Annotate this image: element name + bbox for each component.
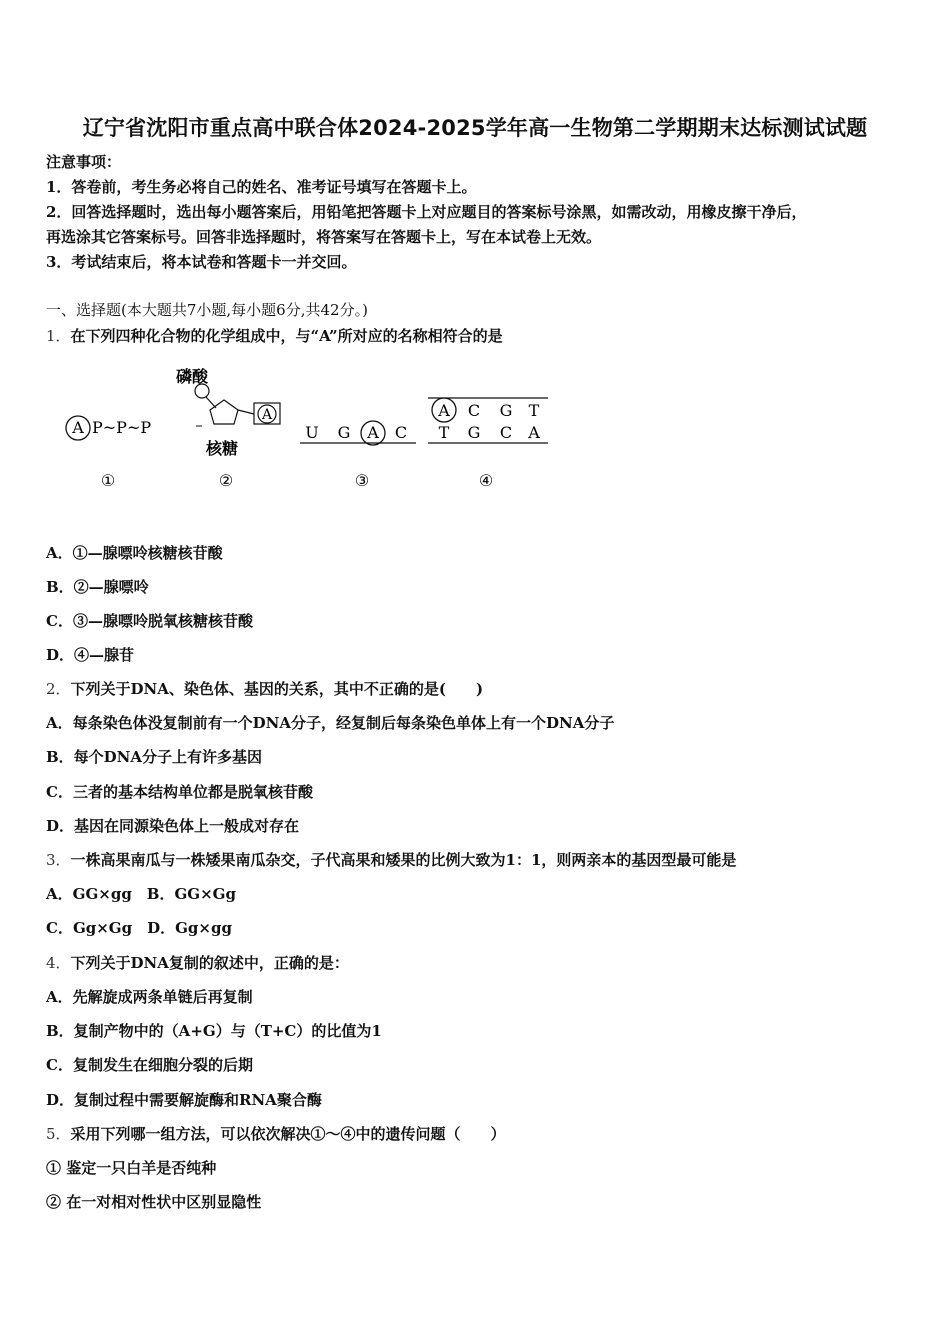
figure-label-4: ④: [478, 471, 494, 490]
figure-atp: [66, 416, 151, 490]
question-1-figure: [56, 362, 556, 494]
option-b: B．②—腺嘌呤: [46, 578, 149, 596]
question-text: 采用下列哪一组方法，可以依次解决①～④中的遗传问题（ ）: [70, 1125, 506, 1143]
option-d: D．复制过程中需要解旋酶和RNA聚合酶: [46, 1091, 322, 1109]
notice-item: 再选涂其它答案标号。回答非选择题时，将答案写在答题卡上，写在本试卷上无效。: [46, 228, 602, 246]
ribose-label: 核糖: [206, 439, 239, 458]
ribose-ring-icon: [210, 400, 238, 424]
option-a: A．①—腺嘌呤核糖核苷酸: [46, 544, 223, 562]
question-1-stem: [46, 326, 503, 346]
question-text: 一株高果南瓜与一株矮果南瓜杂交，子代高果和矮果的比例大致为1：1，则两亲本的基因型最可能是: [70, 851, 737, 869]
question-3-stem: [46, 850, 736, 870]
dna-bottom-base: T: [438, 423, 450, 442]
notice-item: 1．答卷前，考生务必将自己的姓名、准考证号填写在答题卡上。: [46, 178, 477, 196]
option-d: D．基因在同源染色体上一般成对存在: [46, 817, 300, 835]
question-text: 下列关于DNA复制的叙述中，正确的是：: [70, 954, 349, 972]
option-a: A．每条染色体没复制前有一个DNA分子，经复制后每条染色单体上有一个DNA分子: [46, 714, 615, 732]
question-number: 2．: [46, 680, 71, 698]
option-row: C．Gg×Gg D．Gg×gg: [46, 919, 232, 937]
phosphate-label: 磷酸: [176, 367, 209, 386]
option-c: C．③—腺嘌呤脱氧核糖核苷酸: [46, 612, 253, 630]
rna-base: U: [305, 423, 319, 442]
dna-top-base: A: [438, 401, 450, 420]
dna-top-base: G: [499, 401, 513, 420]
option-row: A．GG×gg B．GG×Gg: [46, 885, 236, 903]
figure-nucleotide: [176, 367, 280, 490]
notice-item: 3．考试结束后，将本试卷和答题卡一并交回。: [46, 253, 357, 271]
question-text: 在下列四种化合物的化学组成中，与“A”所对应的名称相符合的是: [70, 327, 503, 345]
figure-dna: [428, 398, 548, 490]
option-c: C．复制发生在细胞分裂的后期: [46, 1056, 253, 1074]
option-a: A．先解旋成两条单链后再复制: [46, 988, 253, 1006]
dna-bottom-base: C: [499, 423, 513, 442]
rna-base: G: [337, 423, 351, 442]
dna-top-base: T: [528, 401, 540, 420]
dna-bottom-base: A: [528, 423, 540, 442]
atp-base-letter: A: [72, 418, 84, 437]
question-5-stem: [46, 1124, 506, 1144]
figure-label-3: ③: [354, 471, 370, 490]
nucleotide-base-letter: A: [261, 407, 273, 423]
sub-item: ② 在一对相对性状中区别显隐性: [46, 1193, 262, 1211]
question-number: 3．: [46, 851, 71, 869]
rna-base: A: [367, 423, 379, 442]
figure-rna: [300, 421, 416, 490]
question-4-stem: [46, 953, 349, 973]
phosphate-icon: [195, 384, 209, 398]
figure-label-1: ①: [100, 471, 116, 490]
dna-top-base: C: [467, 401, 481, 420]
dna-bottom-base: G: [467, 423, 481, 442]
figure-label-2: ②: [218, 471, 234, 490]
question-number: 4．: [46, 954, 71, 972]
question-number: 1．: [46, 327, 71, 345]
rna-base: C: [394, 423, 408, 442]
question-2-stem: [46, 679, 483, 699]
option-c: C．三者的基本结构单位都是脱氧核苷酸: [46, 783, 313, 801]
question-text: 下列关于DNA、染色体、基因的关系，其中不正确的是( ): [70, 680, 484, 698]
compound-diagram: [56, 362, 556, 494]
notice-heading: 注意事项：: [46, 153, 122, 171]
atp-phosphates: P~P~P: [92, 418, 152, 437]
sub-item: ① 鉴定一只白羊是否纯种: [46, 1159, 217, 1177]
option-b: B．复制产物中的（A+G）与（T+C）的比值为1: [46, 1022, 382, 1040]
option-b: B．每个DNA分子上有许多基因: [46, 748, 263, 766]
exam-title: 辽宁省沈阳市重点高中联合体2024-2025学年高一生物第二学期期末达标测试试题: [82, 116, 868, 140]
option-d: D．④—腺苷: [46, 646, 135, 664]
section-heading: 一、选择题(本大题共7小题,每小题6分,共42分。): [46, 301, 368, 319]
question-number: 5．: [46, 1125, 71, 1143]
notice-item: 2．回答选择题时，选出每小题答案后，用铅笔把答题卡上对应题目的答案标号涂黑，如需改动，用橡皮擦干净后，: [46, 203, 807, 221]
